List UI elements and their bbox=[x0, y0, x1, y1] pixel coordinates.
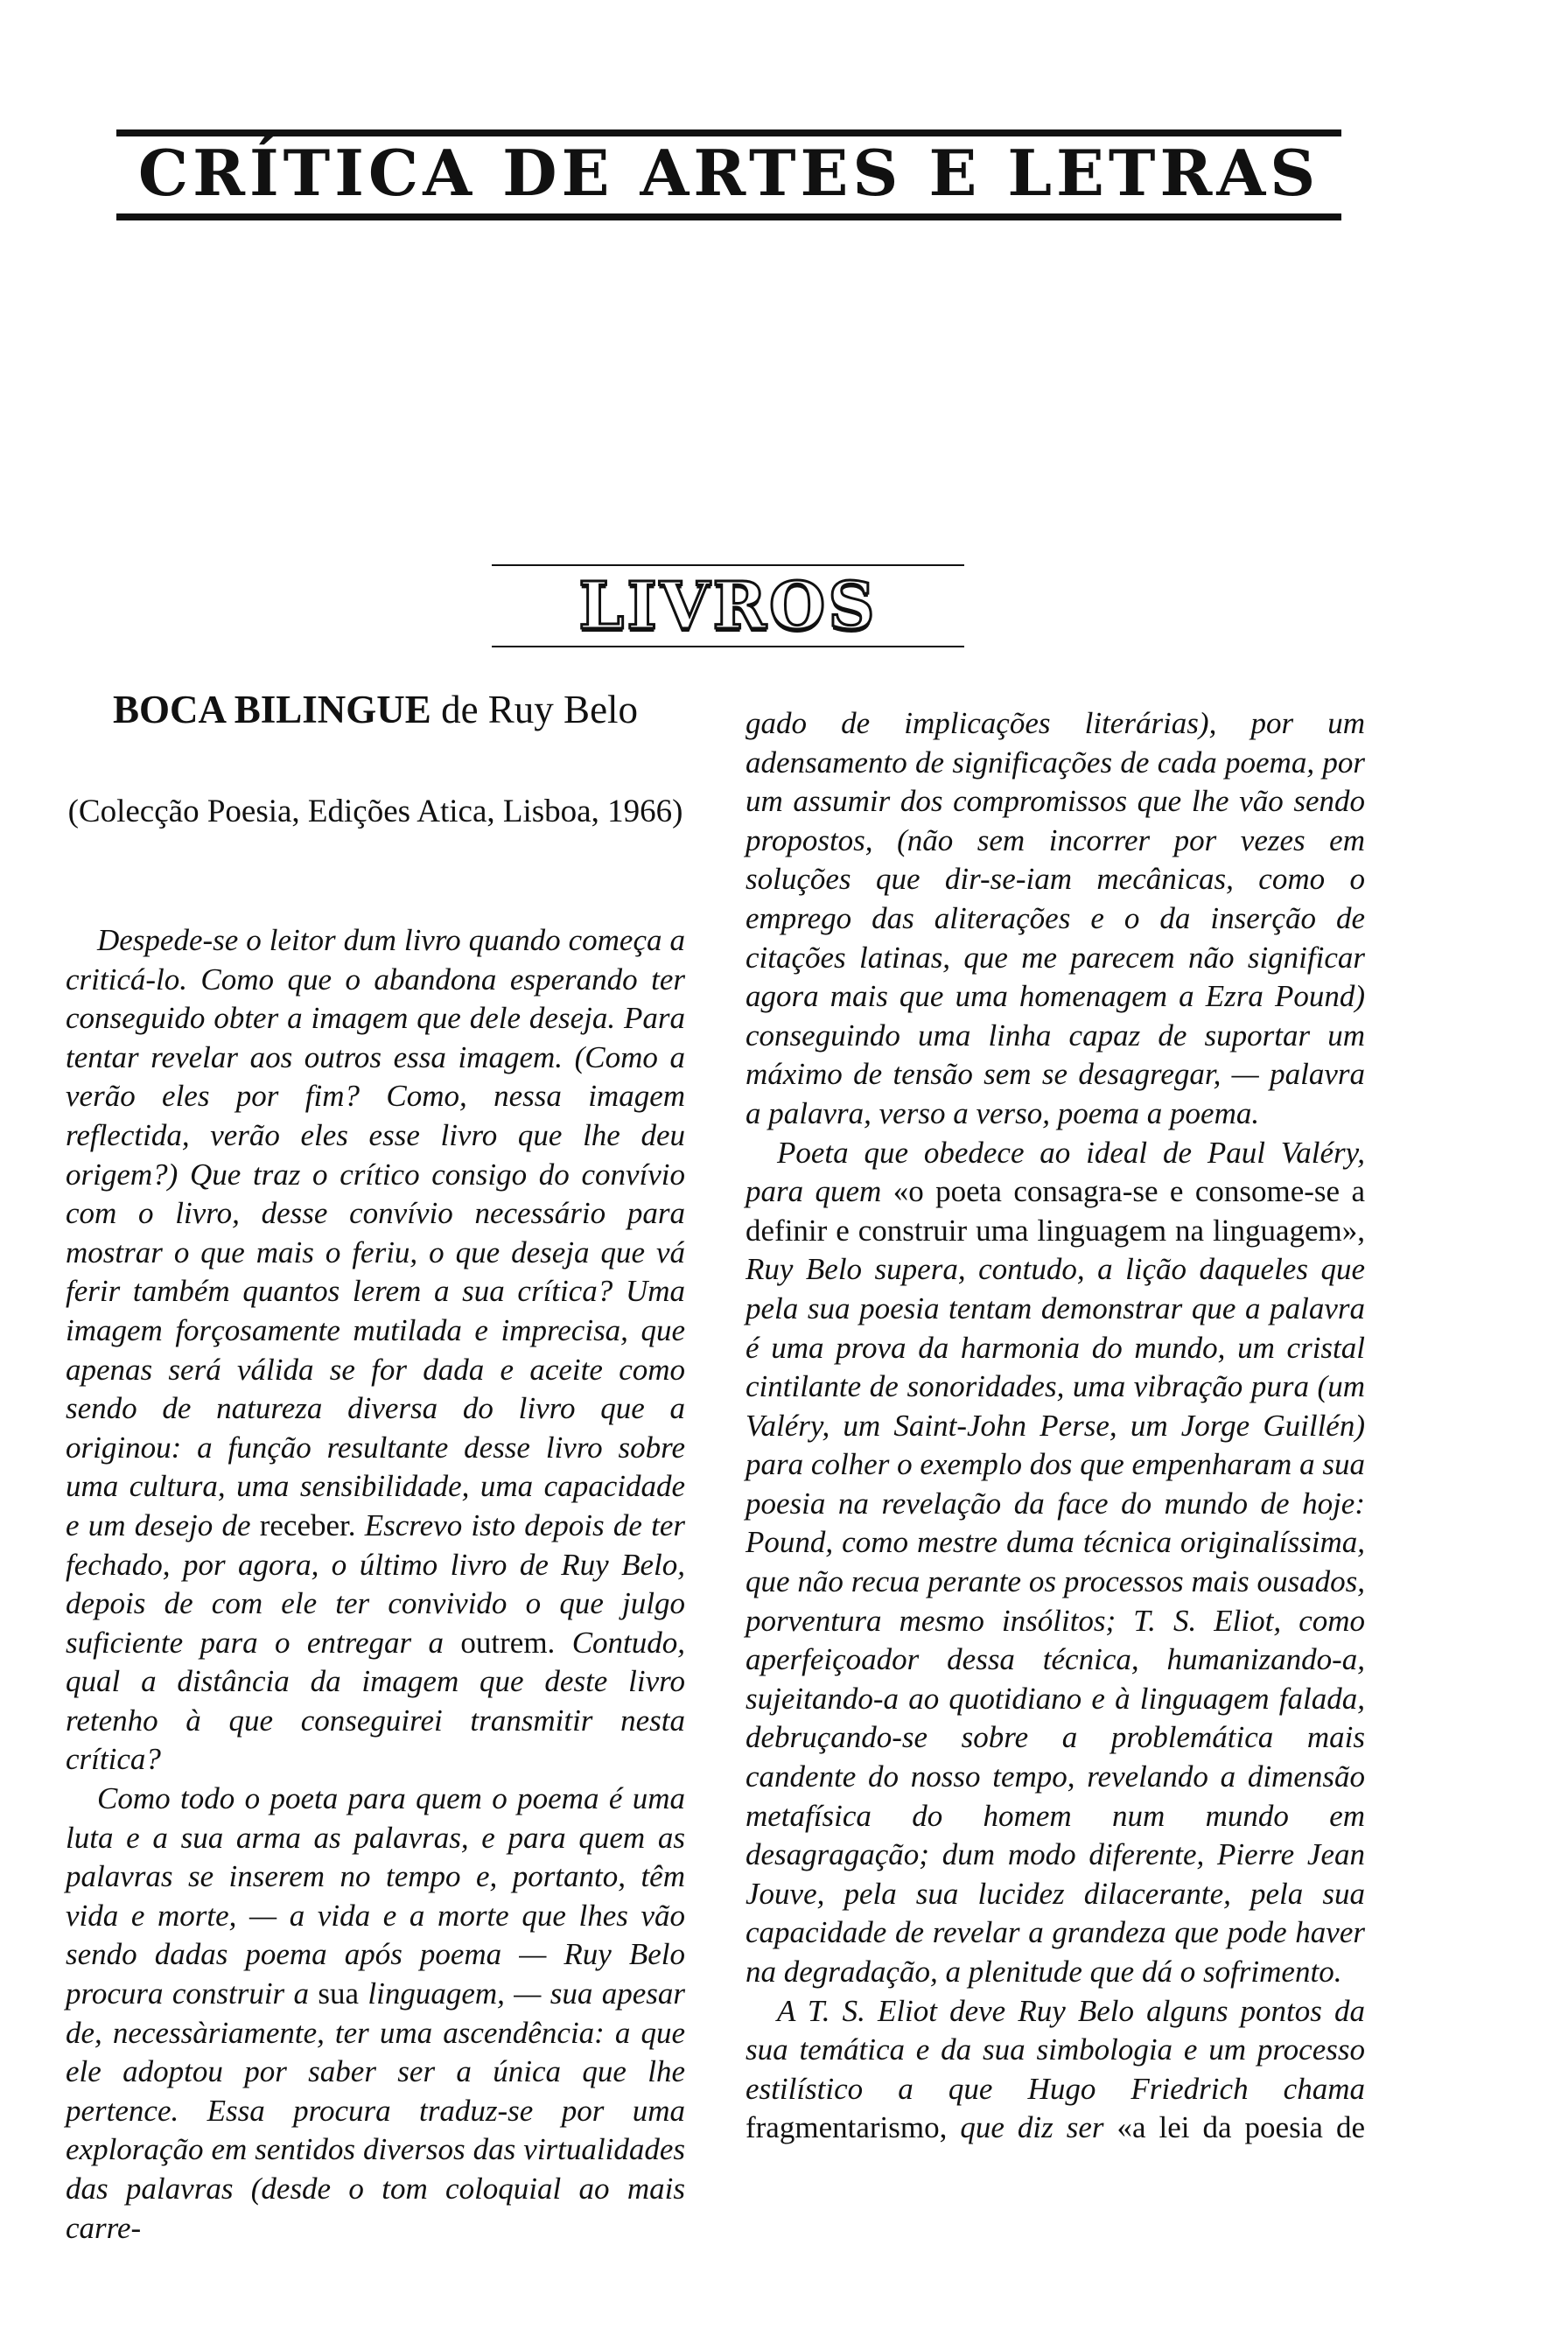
text-run: linguagem, — sua apesar de, necessàriamente, ter uma ascendência: a que ele adoptou por saber ser a única que lhe pertence. Essa procura traduz-se por uma exploração em sentidos diversos das virtualidades das palavras (desde o tom coloquial ao mais carre- bbox=[66, 1976, 686, 2245]
subsection-heading: LIVROS bbox=[578, 569, 878, 644]
review-paragraph bbox=[746, 1992, 1365, 2148]
text-run-roman: outrem. bbox=[460, 1625, 556, 1660]
review-paragraph: gado de implicações literárias), por um adensamento de significações de cada poema, por um assumir dos compromissos que lhe vão sendo propostos, (não sem incorrer por vezes em soluções que dir-se-iam mecânicas, como o emprego das aliterações e o da inserção de citações latinas, que me parecem não significar agora mais que uma homenagem a Ezra Pound) conseguindo uma linha capaz de suportar um máximo de tensão sem se desagregar, — palavra a palavra, verso a verso, poema a poema. bbox=[746, 706, 1365, 1130]
review-paragraph bbox=[746, 1134, 1365, 1992]
text-run: Contudo, qual a distância da imagem que deste livro retenho à que conseguirei transmitir nesta crítica? bbox=[66, 1625, 686, 1777]
text-run: Como todo o poeta para quem o poema é uma luta e a sua arma as palavras, e para quem as palavras se inserem no tempo e, portanto, têm vida e morte, — a vida e a morte que lhes vão sendo dadas poema após poema — Ruy Belo procura construir a bbox=[66, 1781, 685, 2011]
subsection-rule-top bbox=[492, 564, 964, 566]
section-title: CRÍTICA DE ARTES E LETRAS bbox=[137, 136, 1320, 210]
text-run: Despede-se o leitor dum livro quando começa a criticá-lo. Como que o abandona esperando ter conseguido obter a imagem que dele deseja. Para tentar revelar aos outros essa imagem. (Como a verão eles por fim? Como, nessa imagem reflectida, verão eles esse livro que lhe deu origem?) Que traz o crítico consigo do convívio com o livro, desse convívio necessário para mostrar o que mais o feriu, o que deseja que vá ferir também quantos lerem a sua crítica? Uma imagem forçosamente mutilada e imprecisa, que apenas será válida se for dada e aceite como sendo de natureza diversa do livro que a originou: a função resultante desse livro sobre uma cultura, uma sensibilidade, uma capacidade e um desejo de bbox=[66, 923, 685, 1542]
text-run-roman: receber. bbox=[259, 1507, 356, 1542]
book-author: de Ruy Belo bbox=[441, 688, 639, 731]
text-run: Escrevo isto depois de ter fechado, por agora, o último livro de Ruy Belo, depois de com ele ter convivido o que julgo suficiente para o entregar a bbox=[66, 1507, 686, 1660]
text-run-roman: fragmentarismo, bbox=[746, 2110, 948, 2145]
text-run: Ruy Belo supera, contudo, a lição daqueles que pela sua poesia tentam demonstrar que a palavra é uma prova da harmonia do mundo, um cristal cintilante de sonoridades, uma vibração pura (um Valéry, um Saint-John Perse, um Jorge Guillén) para colher o exemplo dos que empenharam a sua poesia na revelação da face do mundo de hoje: Pound, como mestre duma técnica originalíssima, que não recua perante os processos mais ousados, porventura mesmo insólitos; T. S. Eliot, como aperfeiçoador dessa técnica, humanizando-a, sujeitando-a ao quotidiano e à linguagem falada, debruçando-se sobre a problemática mais candente do nosso tempo, revelando a dimensão metafísica do homem num mundo em desagragação; dum modo diferente, Pierre Jean Jouve, pela sua lucidez dilacerante, pela sua capacidade de revelar a grandeza que pode haver na degradação, a plenitude que dá o sofrimento. bbox=[746, 1252, 1365, 1989]
review-column-left bbox=[66, 921, 685, 2248]
review-column-right bbox=[746, 704, 1365, 2148]
header-rule-bottom bbox=[116, 213, 1341, 220]
review-paragraph bbox=[66, 921, 685, 1780]
quote-friedrich: «a lei da poesia de bbox=[1116, 2110, 1365, 2145]
book-publication-info: (Colecção Poesia, Edições Atica, Lisboa, 1966) bbox=[67, 794, 683, 829]
review-paragraph bbox=[66, 1780, 685, 2248]
book-title: BOCA BILINGUE bbox=[112, 688, 431, 731]
text-run-roman: sua bbox=[318, 1976, 360, 2011]
text-run: que diz ser bbox=[960, 2110, 1104, 2145]
book-title-line bbox=[66, 687, 685, 732]
quote-valery: «o poeta consagra-se e consome-se a definir e construir uma linguagem na linguagem», bbox=[746, 1174, 1366, 1248]
text-run: A T. S. Eliot deve Ruy Belo alguns pontos da sua temática e da sua simbologia e um processo estilístico a que Hugo Friedrich chama bbox=[746, 1993, 1365, 2106]
text-run: Poeta que obedece ao ideal de Paul Valéry, para quem bbox=[746, 1135, 1365, 1209]
subsection-rule-bottom bbox=[492, 646, 964, 647]
